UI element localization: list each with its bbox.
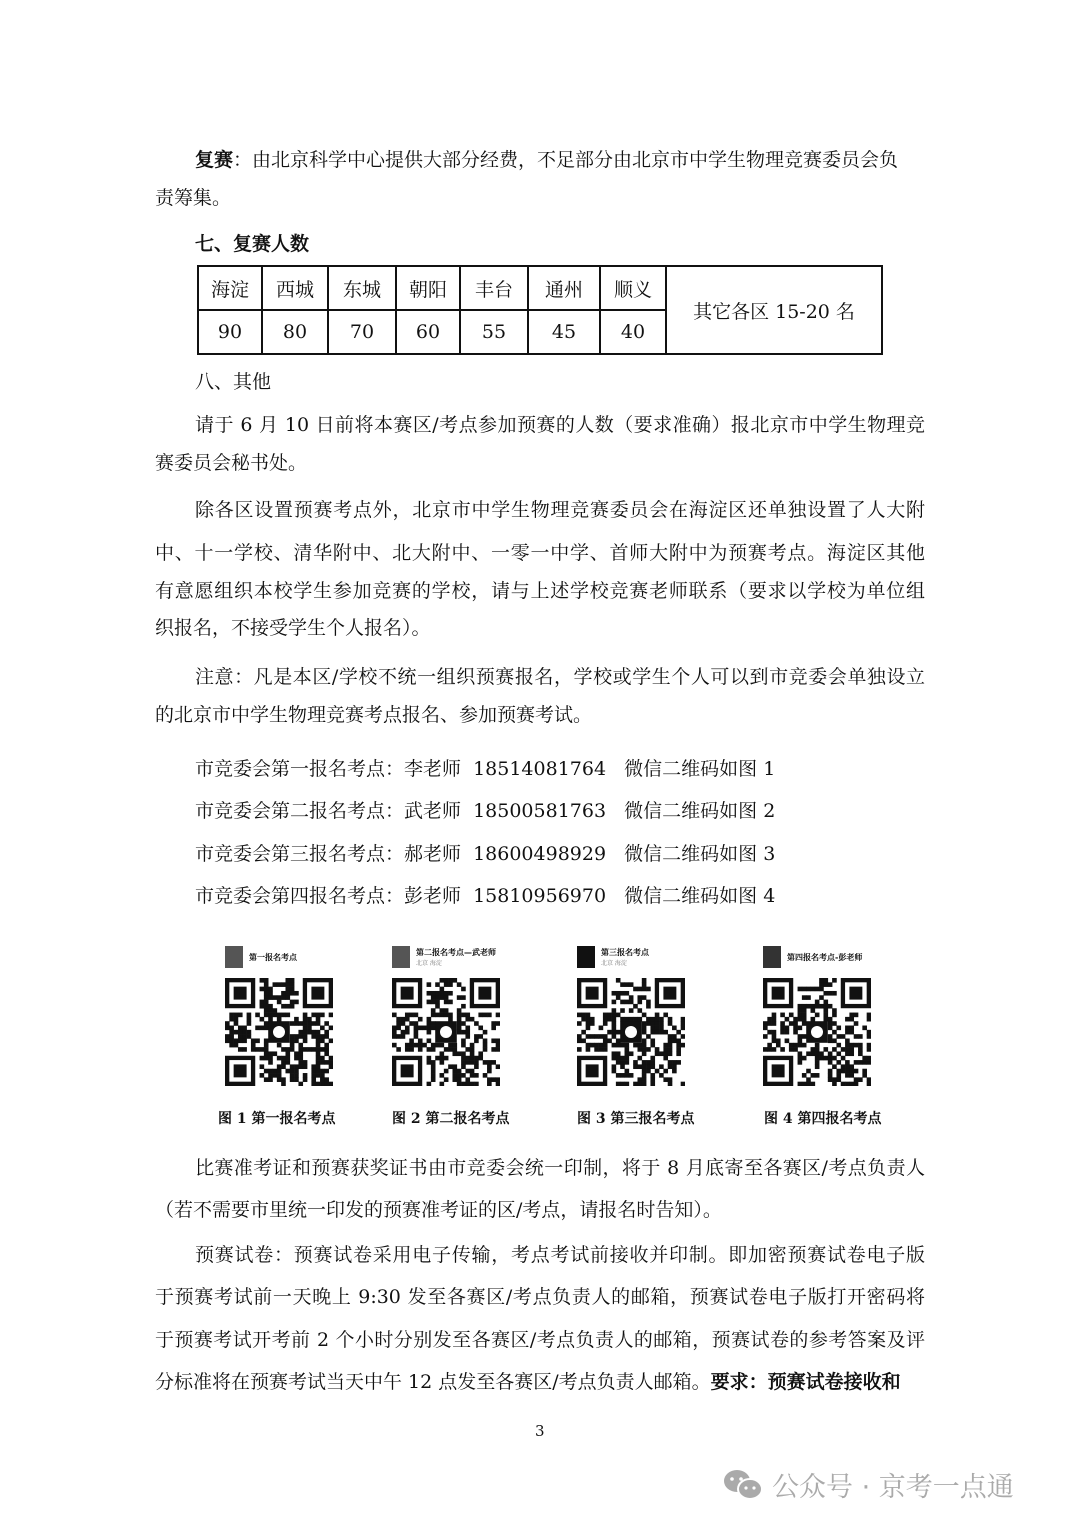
text-line: 注意：凡是本区/学校不统一组织预赛报名，学校或学生个人可以到市竞委会单独设立 [195,666,925,688]
avatar [577,946,595,968]
watermark [722,1465,1014,1504]
text-line: 责筹集。 [155,187,232,209]
table-header-cell: 西城 [262,266,328,310]
qr-subtitle: 北京 海淀 [601,960,627,967]
fusai-paragraph [195,148,925,172]
table-header-cell: 顺义 [600,266,666,310]
page-number: 3 [535,1422,545,1440]
qr-code [225,978,333,1086]
table-cell: 45 [528,310,600,354]
text-line: 织报名，不接受学生个人报名）。 [155,617,431,639]
avatar [392,946,410,968]
contact-line: 市竞委会第三报名考点：郝老师 18600498929 微信二维码如图 3 [195,843,776,865]
watermark-text: 公众号 · 京考一点通 [772,1472,1014,1503]
text-line: 的北京市中学生物理竞赛考点报名、参加预赛考试。 [155,704,593,726]
qr-card-2 [392,940,542,1086]
table-header-cell: 东城 [328,266,396,310]
figure-caption: 图 2 第二报名考点 [392,1111,510,1127]
table-cell: 70 [328,310,396,354]
avatar [225,946,243,968]
section-heading: 八、其他 [195,371,272,393]
text-line: （若不需要市里统一印发的预赛准考证的区/考点，请报名时告知）。 [155,1199,722,1221]
qr-title: 第一报名考点 [249,952,297,962]
table-cell: 40 [600,310,666,354]
text-line: 中、十一学校、清华附中、北大附中、一零一中学、首师大附中为预赛考点。海淀区其他 [155,542,925,564]
table-cell: 80 [262,310,328,354]
text-line: 除各区设置预赛考点外，北京市中学生物理竞赛委员会在海淀区还单独设置了人大附 [195,499,925,521]
fusai-label: 复赛 [195,149,234,171]
table-header-cell: 丰台 [460,266,528,310]
qr-card-1 [225,940,375,1086]
qr-code [763,978,871,1086]
qr-title: 第三报名考点 [601,948,649,957]
text-line: 有意愿组织本校学生参加竞赛的学校，请与上述学校竞赛老师联系（要求以学校为单位组 [155,580,925,602]
text-line: ：由北京科学中心提供大部分经费，不足部分由北京市中学生物理竞赛委员会负 [233,149,899,171]
bold-text: 要求：预赛试卷接收和 [710,1371,901,1393]
qr-card-4 [763,940,913,1086]
rematch-quota-table [197,265,883,355]
contact-line: 市竞委会第二报名考点：武老师 18500581763 微信二维码如图 2 [195,800,776,822]
text-line: 于预赛考试前一天晚上 9:30 发至各赛区/考点负责人的邮箱，预赛试卷电子版打开密码将 [155,1286,925,1308]
text-line: 比赛准考证和预赛获奖证书由市竞委会统一印制，将于 8 月底寄至各赛区/考点负责人 [195,1157,925,1179]
contact-line: 市竞委会第四报名考点：彭老师 15810956970 微信二维码如图 4 [195,885,776,907]
figure-caption: 图 1 第一报名考点 [218,1111,336,1127]
table-cell: 90 [198,310,262,354]
table-cell: 55 [460,310,528,354]
text-line [155,1370,925,1394]
table-header-cell: 海淀 [198,266,262,310]
contact-line: 市竞委会第一报名考点：李老师 18514081764 微信二维码如图 1 [195,758,776,780]
text-span: 分标准将在预赛考试当天中午 12 点发至各赛区/考点负责人邮箱。 [155,1371,711,1393]
text-line: 请于 6 月 10 日前将本赛区/考点参加预赛的人数（要求准确）报北京市中学生物理竞 [195,414,925,436]
figure-caption: 图 3 第三报名考点 [577,1111,695,1127]
qr-card-3 [577,940,727,1086]
section-heading: 七、复赛人数 [195,233,310,255]
table-header-cell: 通州 [528,266,600,310]
wechat-icon [722,1468,764,1502]
table-cell: 60 [396,310,460,354]
table-header-cell: 朝阳 [396,266,460,310]
text-line: 赛委员会秘书处。 [155,452,308,474]
text-line: 预赛试卷：预赛试卷采用电子传输，考点考试前接收并印制。即加密预赛试卷电子版 [195,1244,925,1266]
figure-caption: 图 4 第四报名考点 [764,1111,882,1127]
avatar [763,946,781,968]
qr-title: 第四报名考点-彭老师 [787,952,863,962]
qr-subtitle: 北京 海淀 [416,960,442,967]
table-other-cell: 其它各区 15-20 名 [666,266,882,354]
qr-code [392,978,500,1086]
text-line: 于预赛考试开考前 2 个小时分别发至各赛区/考点负责人的邮箱，预赛试卷的参考答案及评 [155,1329,925,1351]
qr-title: 第二报名考点—武老师 [416,948,496,957]
qr-code [577,978,685,1086]
